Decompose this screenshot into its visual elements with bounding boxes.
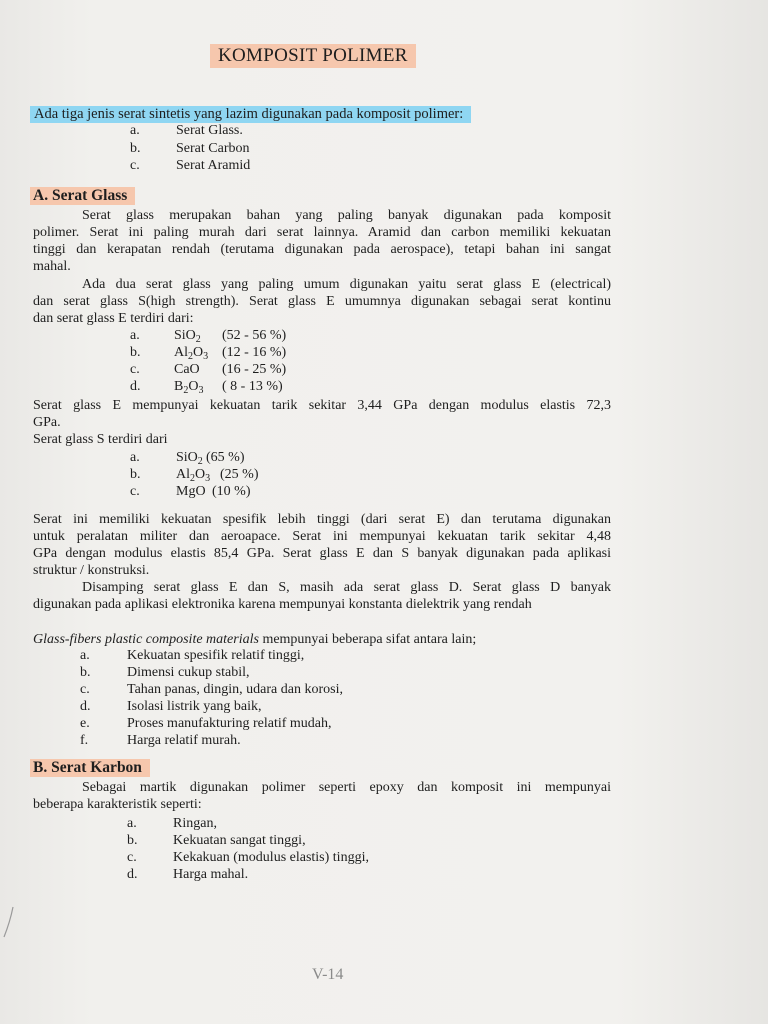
list-item: Serat Aramid [176,158,251,173]
list-item: Kekakuan (modulus elastis) tinggi, [173,850,369,865]
percentage: (52 - 56 %) [222,328,287,343]
list-item: Tahan panas, dingin, udara dan korosi, [127,682,343,697]
text-line: polimer. Serat ini paling murah dari serat lainnya. Aramid dan carbon memiliki kekuatan [33,225,611,240]
text-line: Sebagai martik digunakan polimer seperti epoxy dan komposit ini mempunyai [82,780,611,795]
text-line: Serat glass E mempunyai kekuatan tarik sekitar 3,44 GPa dengan modulus elastis 72,3 [33,398,611,413]
formula: SiO$_2$ [174,328,201,345]
list-label: a. [130,450,140,465]
text-line: dan serat glass S(high strength). Serat glass E umumnya digunakan sebagai serat kontinu [33,294,611,309]
list-item: Kekuatan spesifik relatif tinggi, [127,648,305,663]
pen-mark-decoration [2,905,16,939]
list-label: d. [130,379,141,394]
gfp-intro: Glass-fibers plastic composite materials mempunyai beberapa sifat antara lain; [33,632,477,647]
list-label: d. [127,867,138,882]
list-item: Kekuatan sangat tinggi, [173,833,306,848]
intro-text: Ada tiga jenis serat sintetis yang lazim digunakan pada komposit polimer: [30,106,471,123]
glass-s-intro: Serat glass S terdiri dari [33,432,168,447]
text-line: Serat glass merupakan bahan yang paling banyak digunakan pada komposit [82,208,611,223]
percentage: ( 8 - 13 %) [222,379,283,394]
text-line: mahal. [33,259,71,274]
list-item: Isolasi listrik yang baik, [127,699,262,714]
list-label: b. [130,345,141,360]
list-item: Dimensi cukup stabil, [127,665,250,680]
text-line: tinggi dan kerapatan rendah (terutama digunakan pada aerospace), tetapi bahan ini sangat [33,242,611,257]
page-title: KOMPOSIT POLIMER [210,44,416,68]
list-label: c. [80,682,90,697]
list-item: Proses manufakturing relatif mudah, [127,716,332,731]
list-item: Serat Glass. [176,123,243,138]
list-label: a. [130,328,140,343]
percentage: (16 - 25 %) [222,362,287,377]
formula: CaO [174,362,200,377]
section-b-heading: B. Serat Karbon [30,759,150,777]
percentage: (12 - 16 %) [222,345,287,360]
list-label: a. [127,816,137,831]
list-label: c. [130,362,140,377]
list-label: b. [127,833,138,848]
percentage: (65 %) [206,450,245,465]
text-line: GPa dengan modulus elastis 85,4 GPa. Serat glass E dan S banyak digunakan pada aplikasi [33,546,611,561]
list-item: Harga mahal. [173,867,249,882]
text-line: dan serat glass E terdiri dari: [33,311,194,326]
list-item: Serat Carbon [176,141,250,156]
text-line: GPa. [33,415,61,430]
formula: $Al_2O_3$ [176,467,211,484]
list-label: c. [127,850,137,865]
text-line: struktur / konstruksi. [33,563,150,578]
formula: SiO$_2$ [176,450,203,467]
formula: MgO [176,484,206,499]
list-label: f. [80,733,89,748]
list-label: a. [130,123,140,138]
formula: $Al_2O_3$ [174,345,209,362]
list-label: a. [80,648,90,663]
text-line: digunakan pada aplikasi elektronika karena mempunyai konstanta dielektrik yang rendah [33,597,532,612]
list-label: c. [130,484,140,499]
percentage: (25 %) [220,467,259,482]
text-line: Ada dua serat glass yang paling umum digunakan yaitu serat glass E (electrical) [82,277,611,292]
page-number: V-14 [312,966,344,983]
text-line: beberapa karakteristik seperti: [33,797,202,812]
list-label: c. [130,158,140,173]
formula: $B_2O_3$ [174,379,204,396]
text-line: untuk peralatan militer dan aeroapace. Serat ini mempunyai kekuatan tarik sekitar 4,48 [33,529,611,544]
section-a-heading: A. Serat Glass [30,187,135,205]
list-label: d. [80,699,91,714]
list-label: b. [130,141,141,156]
text-line: Serat ini memiliki kekuatan spesifik lebih tinggi (dari serat E) dan terutama digunakan [33,512,611,527]
list-label: b. [80,665,91,680]
list-label: e. [80,716,90,731]
list-item: Harga relatif murah. [127,733,241,748]
percentage: (10 %) [212,484,251,499]
list-item: Ringan, [173,816,217,831]
text-line: Disamping serat glass E dan S, masih ada serat glass D. Serat glass D banyak [82,580,611,595]
list-label: b. [130,467,141,482]
